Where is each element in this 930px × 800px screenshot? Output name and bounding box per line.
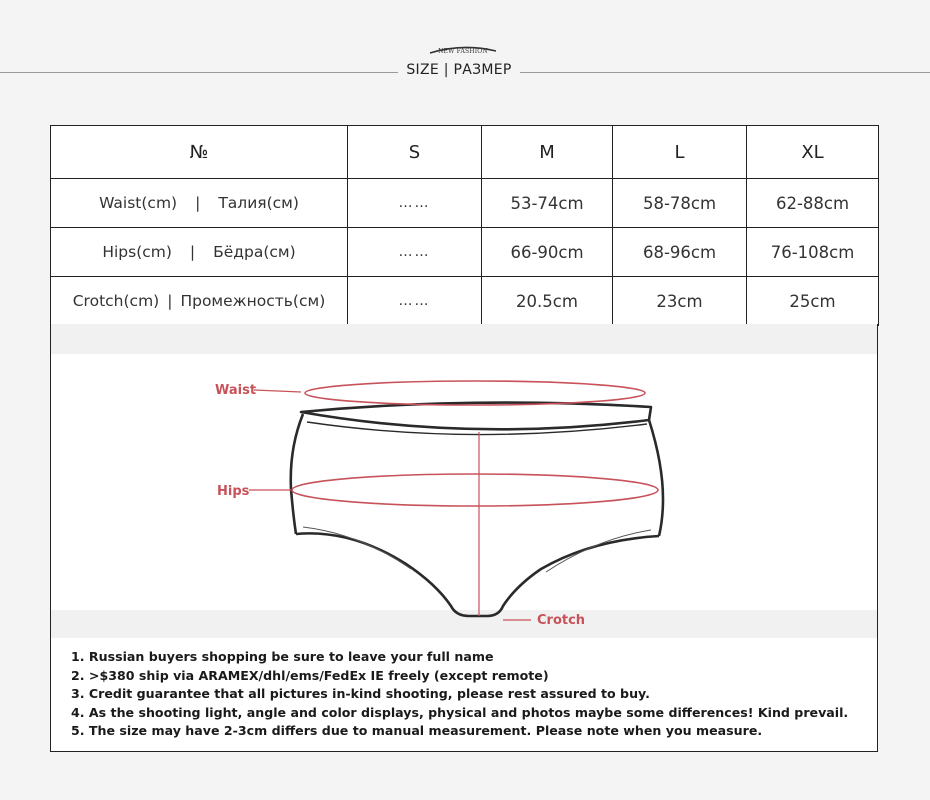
table-cell: 68-96cm: [613, 228, 747, 277]
row-label-en: Hips(cm): [102, 243, 172, 261]
table-cell: ……: [348, 179, 482, 228]
column-header-m: M: [482, 126, 613, 179]
crotch-label: Crotch: [537, 613, 586, 628]
table-cell: ……: [348, 228, 482, 277]
row-label-en: Waist(cm): [99, 194, 178, 212]
waist-label: Waist: [215, 383, 257, 398]
note-item: 3. Credit guarantee that all pictures in-kind shooting, please rest assured to buy.: [71, 686, 650, 702]
notes-list: [71, 648, 861, 741]
table-cell: 20.5cm: [482, 277, 613, 326]
table-cell: 76-108cm: [747, 228, 879, 277]
page-header: [0, 0, 930, 100]
logo-text: NEW FASHION: [438, 48, 488, 55]
row-label-crotch: [51, 277, 348, 326]
table-cell: ……: [348, 277, 482, 326]
header-divider-left: [0, 72, 398, 73]
table-cell: 23cm: [613, 277, 747, 326]
row-label-separator: |: [189, 243, 196, 261]
page-title: SIZE | РАЗМЕР: [406, 62, 512, 78]
row-label-ru: Промежность(см): [180, 292, 326, 310]
row-label-separator: |: [167, 292, 173, 310]
table-header-row: [51, 126, 879, 179]
note-item: 5. The size may have 2-3cm differs due to manual measurement. Please note when you measure.: [71, 723, 763, 739]
table-cell: 62-88cm: [747, 179, 879, 228]
row-label-hips: [51, 228, 348, 277]
table-row-hips: [51, 228, 879, 277]
briefs-diagram: [51, 324, 877, 638]
hips-label: Hips: [217, 484, 250, 499]
note-item: 2. >$380 ship via ARAMEX/dhl/ems/FedEx IE freely (except remote): [71, 667, 549, 683]
note-item: 1. Russian buyers shopping be sure to leave your full name: [71, 649, 494, 664]
column-header-xl: XL: [747, 126, 879, 179]
measurement-diagram-panel: [50, 324, 878, 752]
table-cell: 53-74cm: [482, 179, 613, 228]
table-row-waist: [51, 179, 879, 228]
note-item: 4. As the shooting light, angle and color displays, physical and photos maybe some differences! Kind prevail.: [71, 704, 849, 720]
row-label-ru: Бёдра(см): [213, 243, 296, 261]
table-cell: 25cm: [747, 277, 879, 326]
row-label-waist: [51, 179, 348, 228]
table-cell: 58-78cm: [613, 179, 747, 228]
column-header-number: №: [51, 126, 348, 179]
brand-logo: [428, 40, 498, 60]
row-label-separator: |: [195, 194, 201, 212]
table-cell: 66-90cm: [482, 228, 613, 277]
table-row-crotch: [51, 277, 879, 326]
size-table: [50, 125, 879, 326]
column-header-l: L: [613, 126, 747, 179]
header-divider-right: [520, 72, 930, 73]
row-label-en: Crotch(cm): [72, 292, 160, 310]
column-header-s: S: [348, 126, 482, 179]
row-label-ru: Талия(см): [218, 194, 299, 212]
